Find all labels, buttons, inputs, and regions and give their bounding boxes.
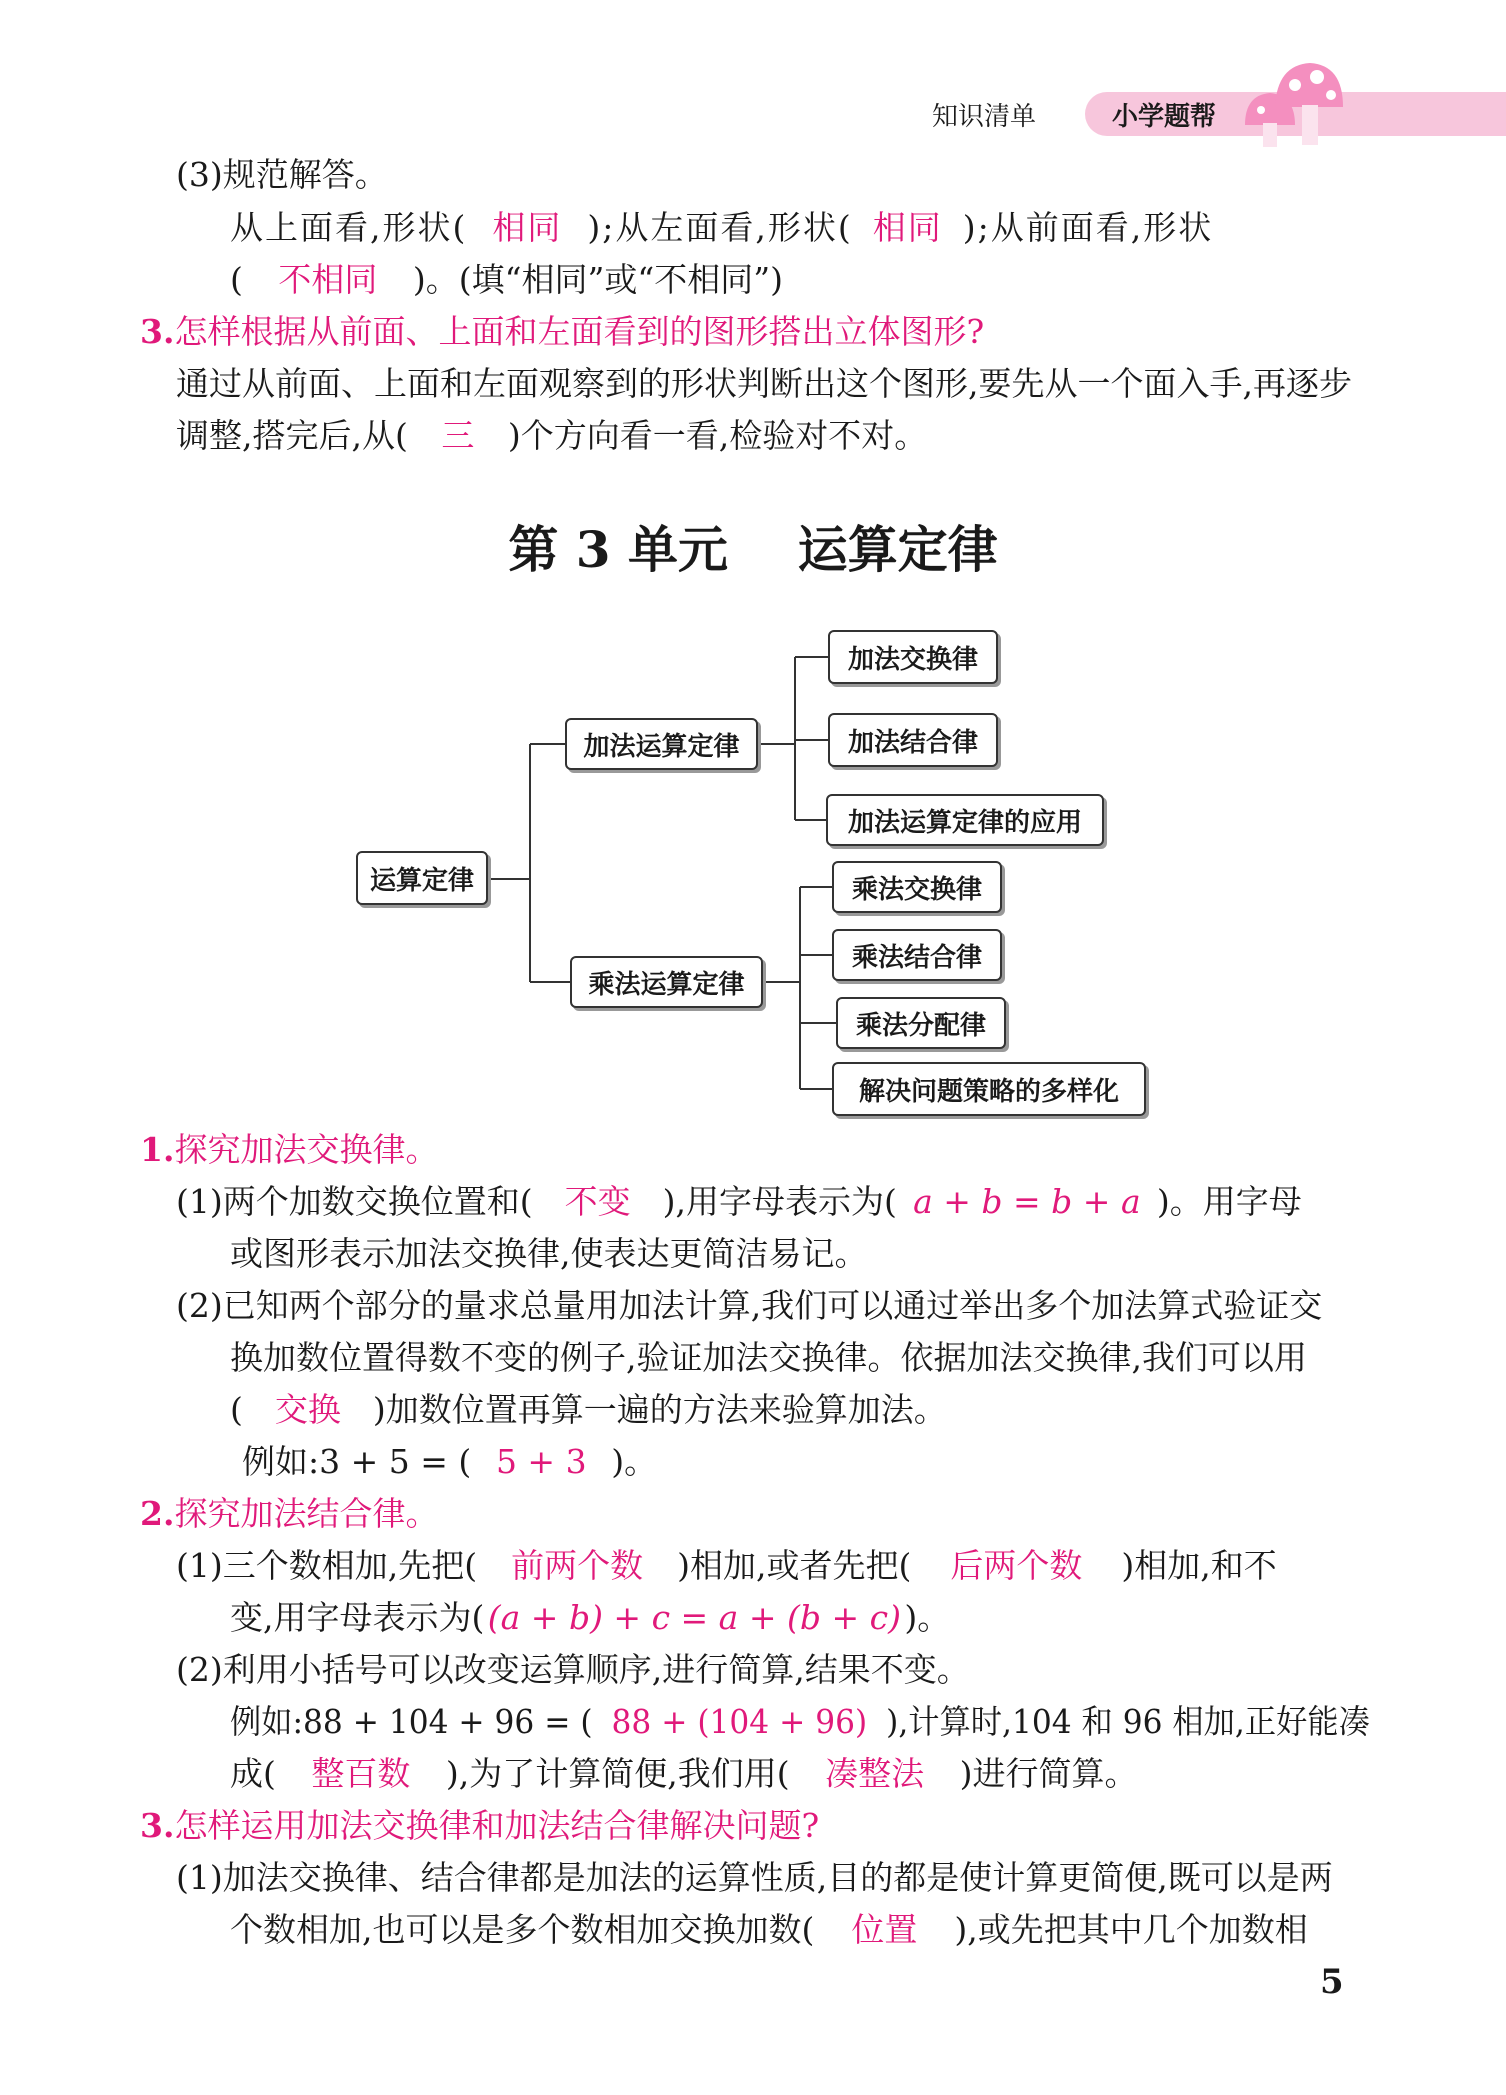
- mindmap-add-commutative: 加法交换律: [828, 630, 998, 684]
- mindmap-strategy: 解决问题策略的多样化: [832, 1062, 1146, 1116]
- answer-blank: 不相同: [278, 260, 378, 299]
- mindmap-add-application: 加法运算定律的应用: [826, 794, 1104, 846]
- page-number: 5: [1320, 1962, 1344, 2002]
- mindmap-multiplication: 乘法运算定律: [570, 956, 763, 1008]
- s2-item2-line1: (2)利用小括号可以改变运算顺序,进行简算,结果不变。: [176, 1650, 970, 1689]
- answer-blank: 88 + (104 + 96): [611, 1702, 868, 1741]
- answer-blank: 相同: [492, 208, 563, 247]
- mindmap-add-associative: 加法结合律: [828, 713, 998, 767]
- answer-line-1: 从上面看,形状( 相同 );从左面看,形状( 相同 );从前面看,形状: [230, 208, 1214, 247]
- answer-blank: a + b = b + a: [913, 1182, 1141, 1221]
- question-3-line-2: 调整,搭完后,从( 三 )个方向看一看,检验对不对。: [176, 416, 928, 455]
- s2-example-line1: 例如:88 + 104 + 96 = ( 88 + (104 + 96) ),计算时,104 和 96 相加,正好能凑: [230, 1702, 1370, 1741]
- item-3-label: (3)规范解答。: [176, 155, 388, 194]
- answer-blank: 整百数: [311, 1754, 411, 1793]
- mindmap-mul-distributive: 乘法分配律: [836, 997, 1006, 1049]
- answer-blank: 位置: [851, 1910, 918, 1949]
- mindmap-addition: 加法运算定律: [565, 718, 758, 770]
- s1-item2-line2: 换加数位置得数不变的例子,验证加法交换律。依据加法交换律,我们可以用: [230, 1338, 1307, 1377]
- answer-blank: (a + b) + c = a + (b + c): [487, 1598, 901, 1637]
- mushroom-icon: [1225, 55, 1345, 155]
- s2-example-line2: 成( 整百数 ),为了计算简便,我们用( 凑整法 )进行简算。: [230, 1754, 1138, 1793]
- s3-item1-line2: 个数相加,也可以是多个数相加交换加数( 位置 ),或先把其中几个加数相: [230, 1910, 1308, 1949]
- answer-blank: 三: [441, 416, 475, 455]
- answer-blank: 交换: [274, 1390, 341, 1429]
- header-section-label: 知识清单: [932, 102, 1037, 132]
- answer-line-2: ( 不相同 )。(填“相同”或“不相同”): [230, 260, 783, 299]
- answer-blank: 后两个数: [950, 1546, 1083, 1585]
- s1-item1-line1: (1)两个加数交换位置和( 不变 ),用字母表示为( a + b = b + a )。用字母: [176, 1182, 1302, 1221]
- s2-item1-line2: 变,用字母表示为( (a + b) + c = a + (b + c) )。: [230, 1598, 951, 1637]
- answer-blank: 不变: [564, 1182, 631, 1221]
- mindmap-mul-commutative: 乘法交换律: [832, 861, 1002, 913]
- section-2-heading: 2.探究加法结合律。: [140, 1494, 439, 1533]
- answer-blank: 相同: [872, 208, 943, 247]
- answer-blank: 前两个数: [511, 1546, 644, 1585]
- s1-example: 例如:3 + 5 = ( 5 + 3 )。: [242, 1442, 658, 1481]
- answer-blank: 凑整法: [825, 1754, 925, 1793]
- s3-item1-line1: (1)加法交换律、结合律都是加法的运算性质,目的都是使计算更简便,既可以是两: [176, 1858, 1333, 1897]
- question-3-heading: 3.怎样根据从前面、上面和左面看到的图形搭出立体图形?: [140, 312, 985, 351]
- s1-item1-line2: 或图形表示加法交换律,使表达更简洁易记。: [230, 1234, 868, 1273]
- mindmap-root: 运算定律: [356, 851, 488, 905]
- section-1-heading: 1.探究加法交换律。: [140, 1130, 439, 1169]
- mindmap-connectors: [0, 600, 1506, 1140]
- unit-title: 第 3 单元 运算定律: [508, 520, 998, 579]
- answer-blank: 5 + 3: [495, 1442, 587, 1481]
- mindmap-mul-associative: 乘法结合律: [832, 929, 1002, 981]
- section-3-heading: 3.怎样运用加法交换律和加法结合律解决问题?: [140, 1806, 820, 1845]
- s1-item2-line3: ( 交换 )加数位置再算一遍的方法来验算加法。: [230, 1390, 947, 1429]
- s1-item2-line1: (2)已知两个部分的量求总量用加法计算,我们可以通过举出多个加法算式验证交: [176, 1286, 1323, 1325]
- header-brand-label: 小学题帮: [1112, 102, 1217, 132]
- question-3-line-1: 通过从前面、上面和左面观察到的形状判断出这个图形,要先从一个面入手,再逐步: [176, 364, 1352, 403]
- s2-item1-line1: (1)三个数相加,先把( 前两个数 )相加,或者先把( 后两个数 )相加,和不: [176, 1546, 1277, 1585]
